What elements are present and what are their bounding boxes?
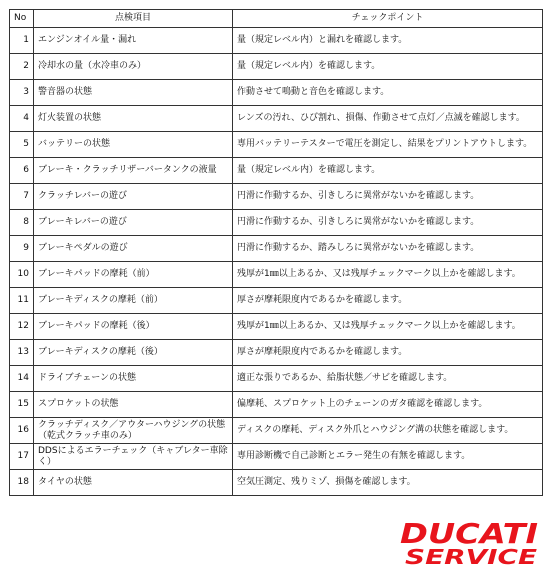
row-checkpoint: 適正な張りであるか、給脂状態／サビを確認します。 xyxy=(233,366,543,392)
row-number: 5 xyxy=(10,132,34,158)
header-checkpoint: チェックポイント xyxy=(233,10,543,28)
row-item: ドライブチェーンの状態 xyxy=(34,366,233,392)
inspection-table xyxy=(9,9,543,496)
table-row xyxy=(10,54,543,80)
row-item: ブレーキパッドの摩耗（後） xyxy=(34,314,233,340)
row-item: ブレーキディスクの摩耗（前） xyxy=(34,288,233,314)
row-number: 15 xyxy=(10,392,34,418)
row-number: 4 xyxy=(10,106,34,132)
row-checkpoint: 厚さが摩耗限度内であるかを確認します。 xyxy=(233,340,543,366)
row-item: タイヤの状態 xyxy=(34,470,233,496)
row-number: 8 xyxy=(10,210,34,236)
row-checkpoint: 作動させて鳴動と音色を確認します。 xyxy=(233,80,543,106)
row-checkpoint: 空気圧測定、残りミゾ、損傷を確認します。 xyxy=(233,470,543,496)
row-item: ブレーキディスクの摩耗（後） xyxy=(34,340,233,366)
row-number: 10 xyxy=(10,262,34,288)
row-checkpoint: 残厚が1㎜以上あるか、又は残厚チェックマーク以上かを確認します。 xyxy=(233,314,543,340)
row-checkpoint: 専用診断機で自己診断とエラー発生の有無を確認します。 xyxy=(233,444,543,470)
table-row xyxy=(10,106,543,132)
row-item: ブレーキペダルの遊び xyxy=(34,236,233,262)
table-row xyxy=(10,340,543,366)
row-number: 14 xyxy=(10,366,34,392)
row-number: 2 xyxy=(10,54,34,80)
row-item: ブレーキ・クラッチリザーバータンクの液量 xyxy=(34,158,233,184)
row-number: 1 xyxy=(10,28,34,54)
table-row xyxy=(10,80,543,106)
table-row xyxy=(10,184,543,210)
row-checkpoint: レンズの汚れ、ひび割れ、損傷、作動させて点灯／点滅を確認します。 xyxy=(233,106,543,132)
header-item: 点検項目 xyxy=(34,10,233,28)
table-header-row xyxy=(10,10,543,28)
row-checkpoint: 円滑に作動するか、引きしろに異常がないかを確認します。 xyxy=(233,210,543,236)
table-row xyxy=(10,28,543,54)
row-item: クラッチディスク／アウターハウジングの状態（乾式クラッチ車のみ） xyxy=(34,418,233,444)
table-row xyxy=(10,470,543,496)
row-number: 6 xyxy=(10,158,34,184)
row-item: ブレーキレバーの遊び xyxy=(34,210,233,236)
row-item: DDSによるエラーチェック（キャブレター車除く） xyxy=(34,444,233,470)
row-checkpoint: 円滑に作動するか、引きしろに異常がないかを確認します。 xyxy=(233,184,543,210)
row-item: スプロケットの状態 xyxy=(34,392,233,418)
table-row xyxy=(10,262,543,288)
ducati-service-logo xyxy=(396,517,542,569)
row-item: クラッチレバーの遊び xyxy=(34,184,233,210)
table-row xyxy=(10,132,543,158)
table-row xyxy=(10,314,543,340)
row-item: バッテリーの状態 xyxy=(34,132,233,158)
row-checkpoint: 量（規定レベル内）を確認します。 xyxy=(233,54,543,80)
row-number: 18 xyxy=(10,470,34,496)
row-item: ブレーキパッドの摩耗（前） xyxy=(34,262,233,288)
row-checkpoint: ディスクの摩耗、ディスク外爪とハウジング溝の状態を確認します。 xyxy=(233,418,543,444)
row-number: 9 xyxy=(10,236,34,262)
logo-ducati-text: DUCATI xyxy=(400,517,538,550)
table-row xyxy=(10,418,543,444)
row-checkpoint: 偏摩耗、スプロケット上のチェーンのガタ確認を確認します。 xyxy=(233,392,543,418)
table-row xyxy=(10,236,543,262)
row-number: 16 xyxy=(10,418,34,444)
logo-service-text: SERVICE xyxy=(405,545,538,569)
table-row xyxy=(10,392,543,418)
row-checkpoint: 残厚が1㎜以上あるか、又は残厚チェックマーク以上かを確認します。 xyxy=(233,262,543,288)
header-no: No xyxy=(10,10,34,28)
table-row xyxy=(10,158,543,184)
table-row xyxy=(10,444,543,470)
row-number: 3 xyxy=(10,80,34,106)
row-checkpoint: 量（規定レベル内）を確認します。 xyxy=(233,158,543,184)
row-item: 警音器の状態 xyxy=(34,80,233,106)
row-item: 灯火装置の状態 xyxy=(34,106,233,132)
row-number: 17 xyxy=(10,444,34,470)
row-checkpoint: 円滑に作動するか、踏みしろに異常がないかを確認します。 xyxy=(233,236,543,262)
row-number: 13 xyxy=(10,340,34,366)
row-number: 11 xyxy=(10,288,34,314)
row-item: 冷却水の量（水冷車のみ） xyxy=(34,54,233,80)
table-row xyxy=(10,366,543,392)
row-checkpoint: 量（規定レベル内）と漏れを確認します。 xyxy=(233,28,543,54)
row-number: 12 xyxy=(10,314,34,340)
table-row xyxy=(10,288,543,314)
row-number: 7 xyxy=(10,184,34,210)
row-checkpoint: 厚さが摩耗限度内であるかを確認します。 xyxy=(233,288,543,314)
row-item: エンジンオイル量・漏れ xyxy=(34,28,233,54)
table-row xyxy=(10,210,543,236)
row-checkpoint: 専用バッテリーテスターで電圧を測定し、結果をプリントアウトします。 xyxy=(233,132,543,158)
